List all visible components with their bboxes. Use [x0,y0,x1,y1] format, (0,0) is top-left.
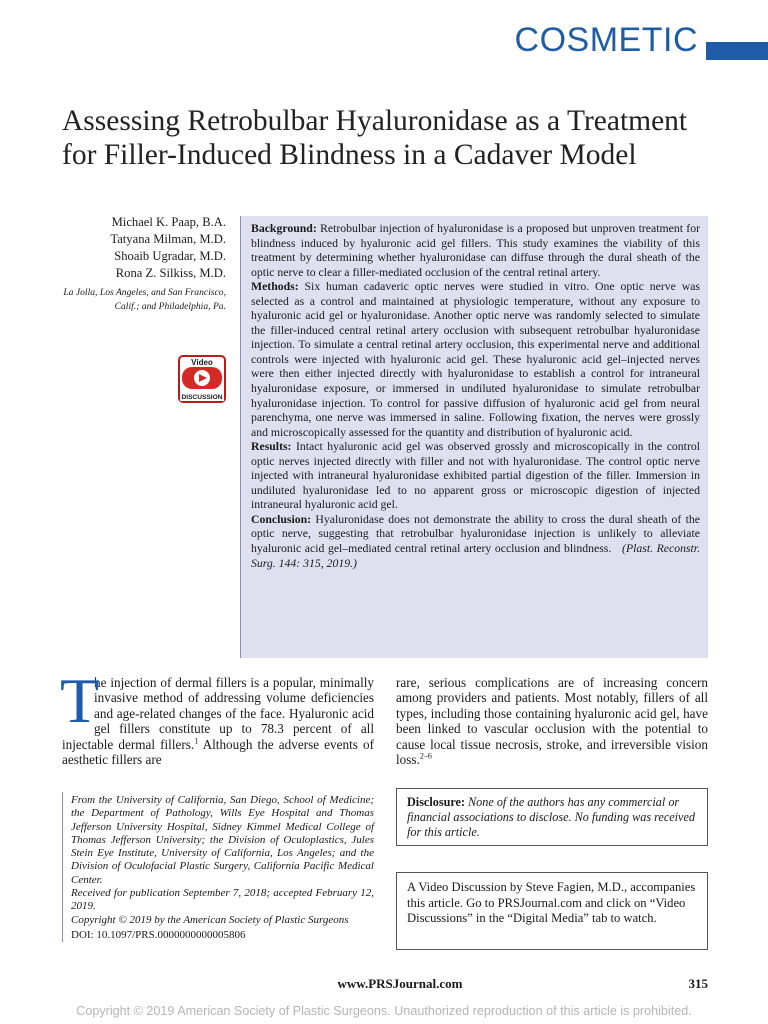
abstract-results-text: Intact hyaluronic acid gel was observed grossly and microscopically in the control optic nerves injected directly with filler and not with hyaluronidase. The control optic nerve injected with intraneural hyaluronidase exhibited partial digestion of the filler. Immersion in undiluted hyaluronidase led to no apparent gross or microscopic digestion of injected intraneural hyaluronic acid gel. [251,440,700,512]
abstract-conclusion-text: Hyaluronidase does not demonstrate the ability to cross the dural sheath of the optic nerve, suggesting that retrobulbar hyaluronidase injection is unlikely to alleviate hyaluronic acid gel–mediated central retinal artery occlusion and blindness. [251,512,701,556]
author: Shoaib Ugradar, M.D. [114,249,226,263]
disclosure-text: None of the authors has any commercial or financial associations to disclose. No funding was received for this article. [407,795,695,840]
doi[interactable]: DOI: 10.1097/PRS.0000000000005806 [71,928,246,941]
page-number: 315 [688,976,708,991]
abstract-methods [251,280,700,440]
disclosure-box [396,788,708,846]
footnote-received: Received for publication September 7, 2018; accepted February 12, 2019. [71,887,374,913]
article-title: Assessing Retrobulbar Hyaluronidase as a Treatment for Filler-Induced Blindness in a Cadaver Model [62,105,688,171]
video-discussion-badge[interactable] [178,355,226,403]
section-tag [514,20,768,60]
author-list [60,214,226,282]
author: Michael K. Paap, B.A. [111,215,226,229]
disclosure-label: Disclosure: [407,795,465,809]
body-text-right [396,675,708,767]
author: Tatyana Milman, M.D. [110,232,226,246]
body-paragraph-continued: Although the adverse events of aesthetic fillers are [62,736,374,768]
abstract-citation: (Plast. Reconstr. Surg. 144: 315, 2019.) [251,542,701,570]
footnote-copyright: Copyright © 2019 by the American Society of Plastic Surgeons [71,913,349,926]
badge-bottom-label: DISCUSSION [181,394,223,401]
badge-top-label: Video [191,358,213,367]
journal-url[interactable]: www.PRSJournal.com [337,976,463,991]
video-discussion-icon [178,355,226,403]
body-paragraph-right: rare, serious complications are of increasing concern among providers and patients. Most notably, fillers of all types, including those containing hyaluronic acid gel, have been linked to vascular occlusion with the potential to cause local tissue necrosis, stroke, and irreversible vision loss. [396,675,708,768]
body-text-left [60,665,374,768]
reference-marker[interactable]: 2–6 [419,751,432,761]
video-discussion-note: A Video Discussion by Steve Fagien, M.D., accompanies this article. Go to PRSJournal.com and click on “Video Discussions” in the “Digital Media” tab to watch. [396,872,708,950]
author-affiliation-short: La Jolla, Los Angeles, and San Francisco, Calif.; and Philadelphia, Pa. [63,287,226,312]
copyright-notice: Copyright © 2019 American Society of Plastic Surgeons. Unauthorized reproduction of this article is prohibited. [76,1004,692,1018]
reference-marker[interactable]: 1 [194,736,199,746]
abstract-background-text: Retrobulbar injection of hyaluronidase is a proposed but unproven treatment for blindness induced by hyaluronic acid gel fillers. This study examines the viability of this treatment by determining whether hyaluronidase can diffuse through the dural sheath of the optic nerve to clear a filler-mediated occlusion of the central retinal artery. [251,222,700,279]
body-paragraph-start: he injection of dermal fillers is a popular, minimally invasive method of addressing volume deficiencies and age-related changes of the face. Hyaluronic acid gel fillers constitute up to 78.3 percent of all injectable dermal fillers. [62,675,374,752]
section-label: COSMETIC [514,21,698,59]
abstract-results [251,440,700,513]
abstract-results-label: Results: [251,440,292,454]
section-bar [706,42,768,60]
abstract-box [240,216,708,658]
abstract-conclusion-label: Conclusion: [251,512,312,526]
abstract-methods-text: Six human cadaveric optic nerves were studied in vitro. One optic nerve was selected as a control and maintained at physiologic temperature, without any exposure to hyaluronic acid gel or hyaluronidase. Another optic nerve was randomly selected to simulate the filler-induced central retinal artery occlusion with subsequent retrobulbar hyaluronidase injection. To simulate a central retinal artery occlusion, this experimental nerve and additional controls were injected with hyaluronic acid gel. These hyaluronic acid gel–injected nerves were then either injected directly with hyaluronidase to establish a control for intraneural hyaluronidase exposure, or immersed in undiluted hyaluronidase to simulate retrobulbar hyaluronidase injection. To control for passive diffusion of hyaluronic acid gel from neural parenchyma, one nerve was immersed in saline. Following fixation, the nerves were grossly and microscopically assessed for the quantity and distribution of hyaluronic acid. [251,280,701,439]
abstract-background [251,222,700,280]
footnote-box [62,792,374,942]
abstract-conclusion [251,513,700,571]
abstract-methods-label: Methods: [251,280,299,294]
drop-cap: T [60,665,100,736]
abstract-background-label: Background: [251,222,317,235]
author: Rona Z. Silkiss, M.D. [115,266,226,280]
footnote-affiliation: From the University of California, San Diego, School of Medicine; the Department of Pathology, Wills Eye Hospital and Thomas Jefferson University Hospital, Sidney Kimmel Medical College of Thomas Jefferson University; the Division of Oculoplastics, Jules Stein Eye Institute, University of California, Los Angeles; and the Division of Oculofacial Plastic Surgery, California Pacific Medical Center. [71,794,374,886]
